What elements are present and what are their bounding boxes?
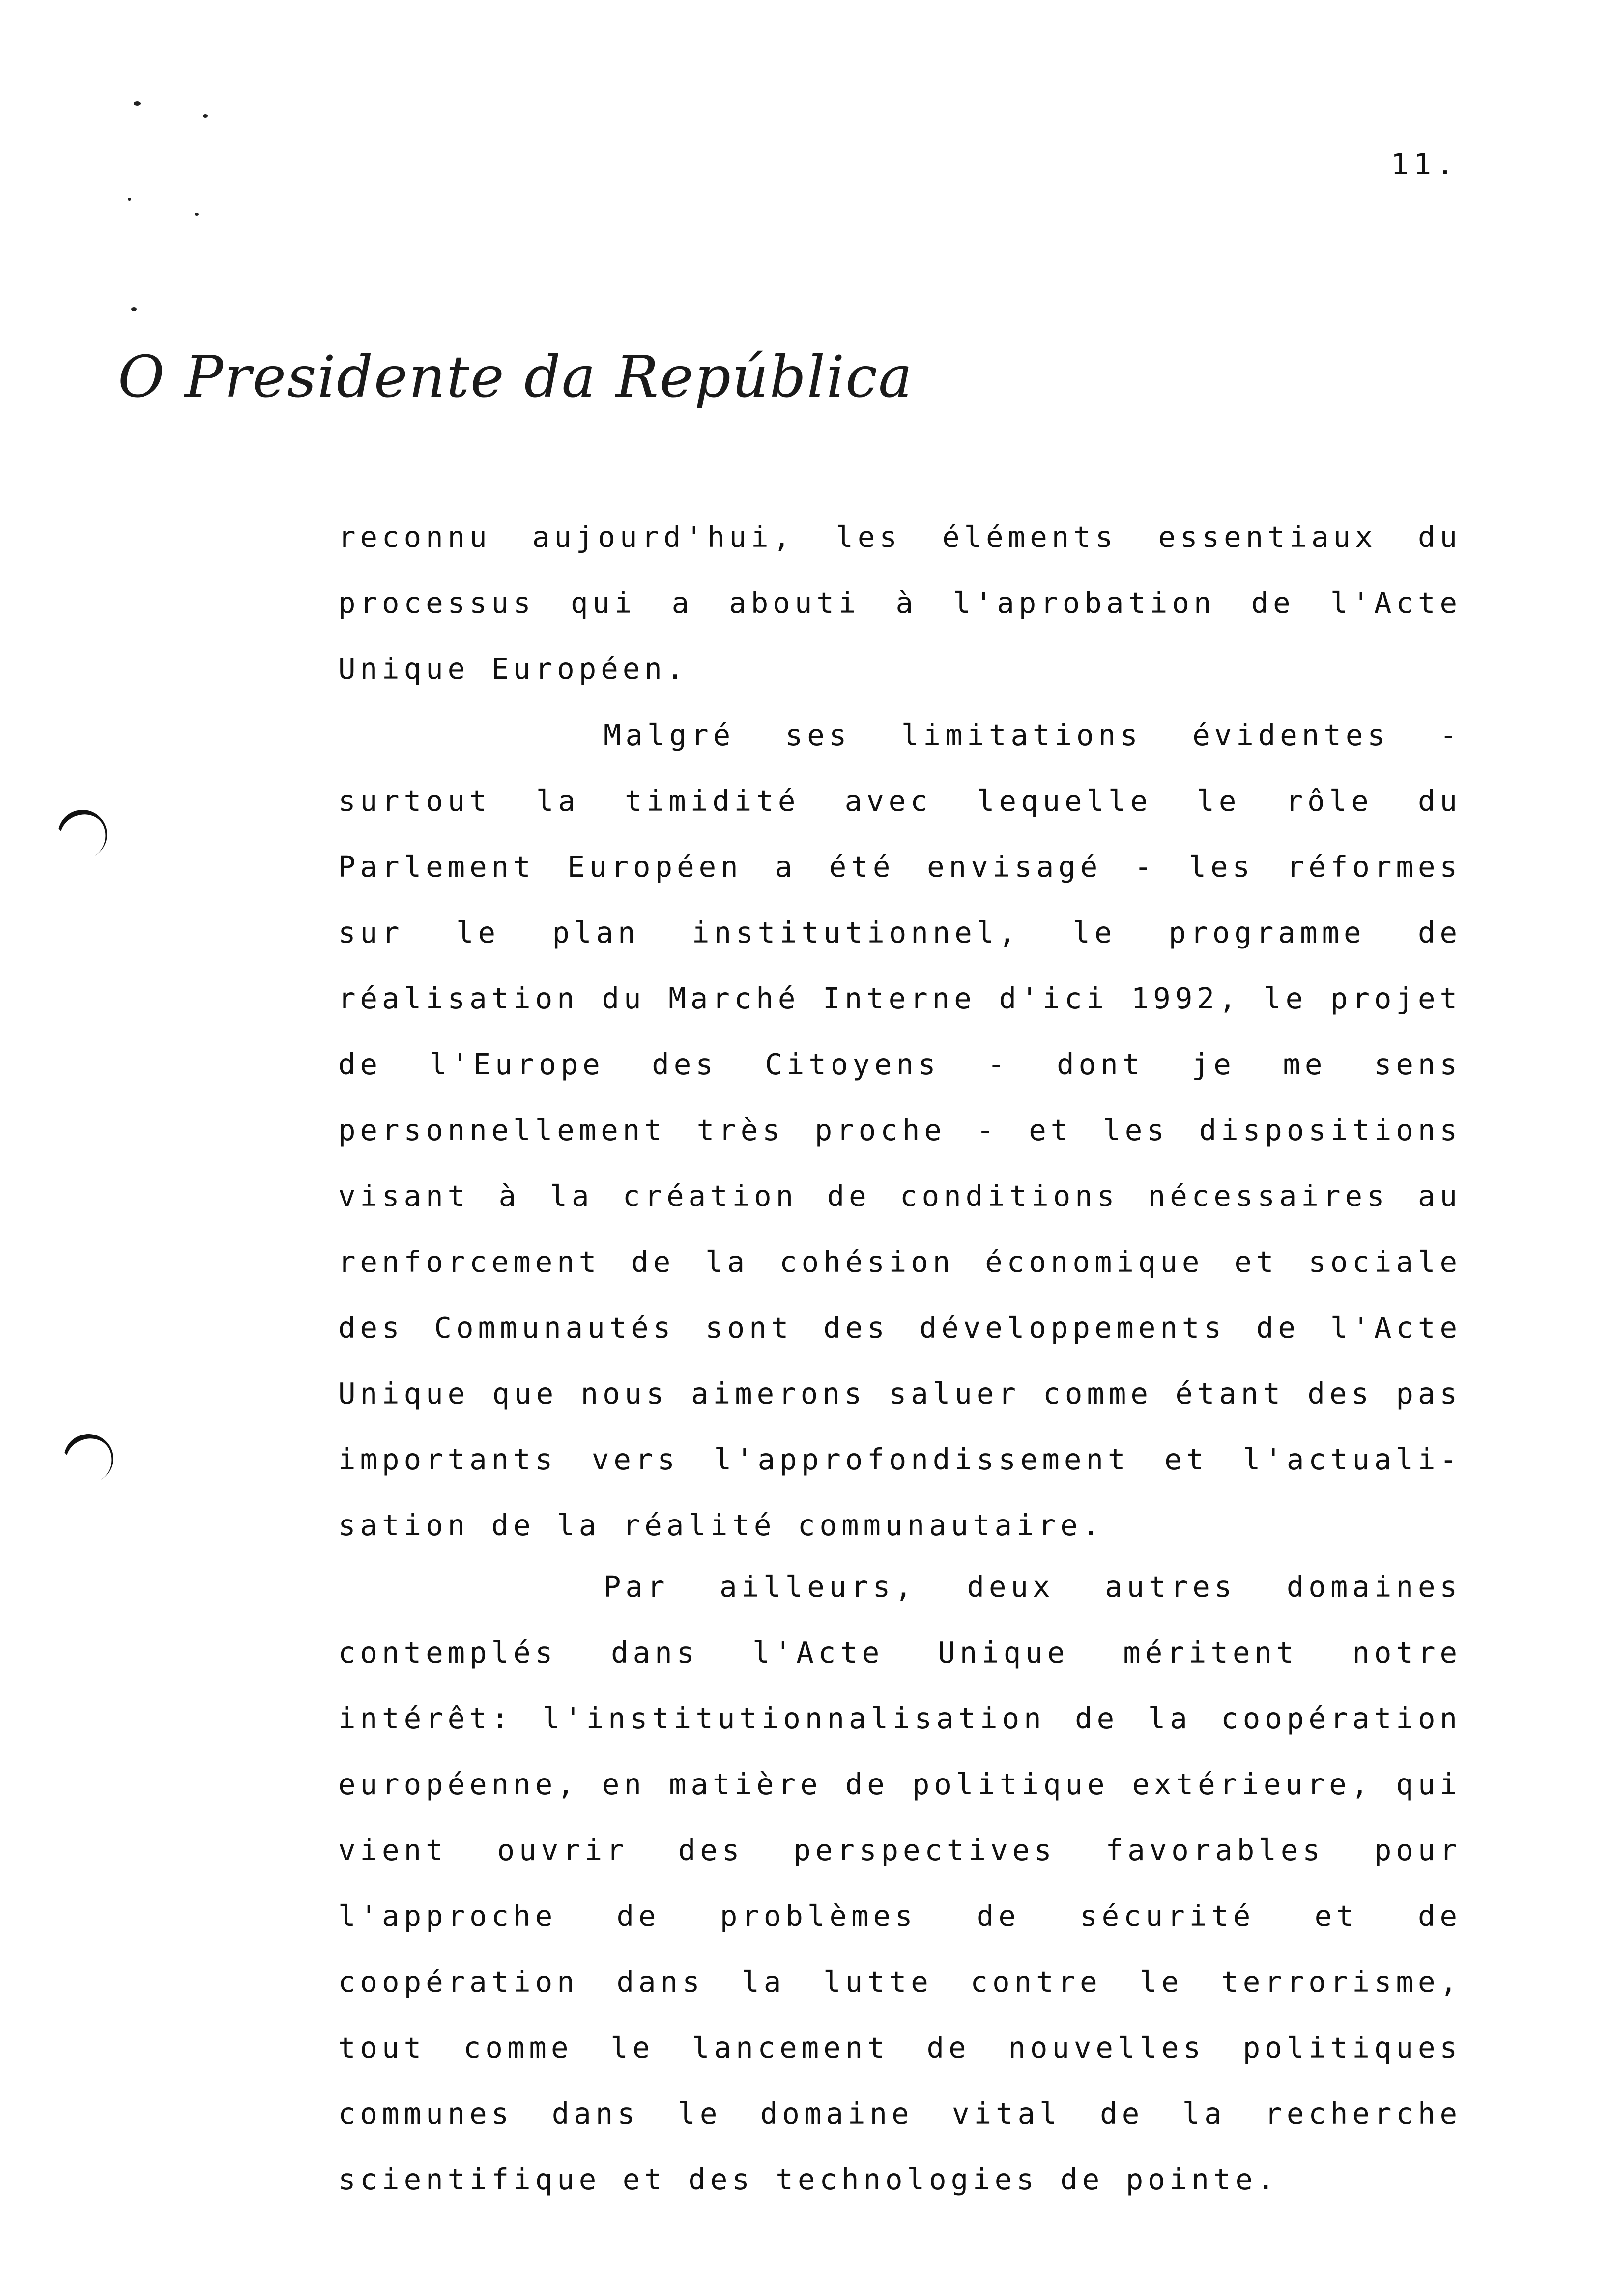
body-text	[338, 504, 1462, 702]
paragraph-text: Malgré ses limitations évidentes - surtout la timidité avec lequelle le rôle du Parlement Européen a été envisagé - les réformes sur le plan institutionnel, le programme de réalisation du Marché Interne d'ici 1992, le projet de l'Europe des Citoyens - dont je me sens personnellement très proche - et les dispositions visant à la création de conditions nécessaires au renforcement de la cohésion économique et sociale des Communautés sont des développements de l'Acte Unique que nous aimerons saluer comme étant des pas importants vers l'approfondissement et l'actuali-sation de la réalité communautaire.	[338, 718, 1462, 1542]
body-text	[338, 702, 1462, 1558]
paragraph: reconnu aujourd'hui, les éléments essentiaux du processus qui a abouti à l'aprobation de l'Acte Unique Européen.	[338, 520, 1462, 686]
page-number: 11.	[1391, 147, 1459, 182]
margin-speck	[195, 213, 199, 216]
margin-speck	[203, 114, 208, 118]
body-text	[338, 1554, 1462, 2212]
punch-hole-mark	[57, 1427, 120, 1490]
paragraph-text: Par ailleurs, deux autres domaines contemplés dans l'Acte Unique méritent notre intérêt: l'institutionnalisation de la coopération européenne, en matière de politique extérieure, qui vient ouvrir des perspectives favorables pour l'approche de problèmes de sécurité et de coopération dans la lutte contre le terrorisme, tout comme le lancement de nouvelles politiques communes dans le domaine vital de la recherche scientifique et des technologies de pointe.	[338, 1570, 1462, 2196]
letterhead: O Presidente da República	[118, 344, 914, 410]
margin-speck	[128, 198, 131, 201]
paragraph	[338, 702, 1462, 1558]
margin-speck	[134, 101, 141, 106]
paragraph	[338, 1554, 1462, 2212]
punch-hole-mark	[51, 803, 114, 866]
margin-speck	[131, 307, 137, 311]
